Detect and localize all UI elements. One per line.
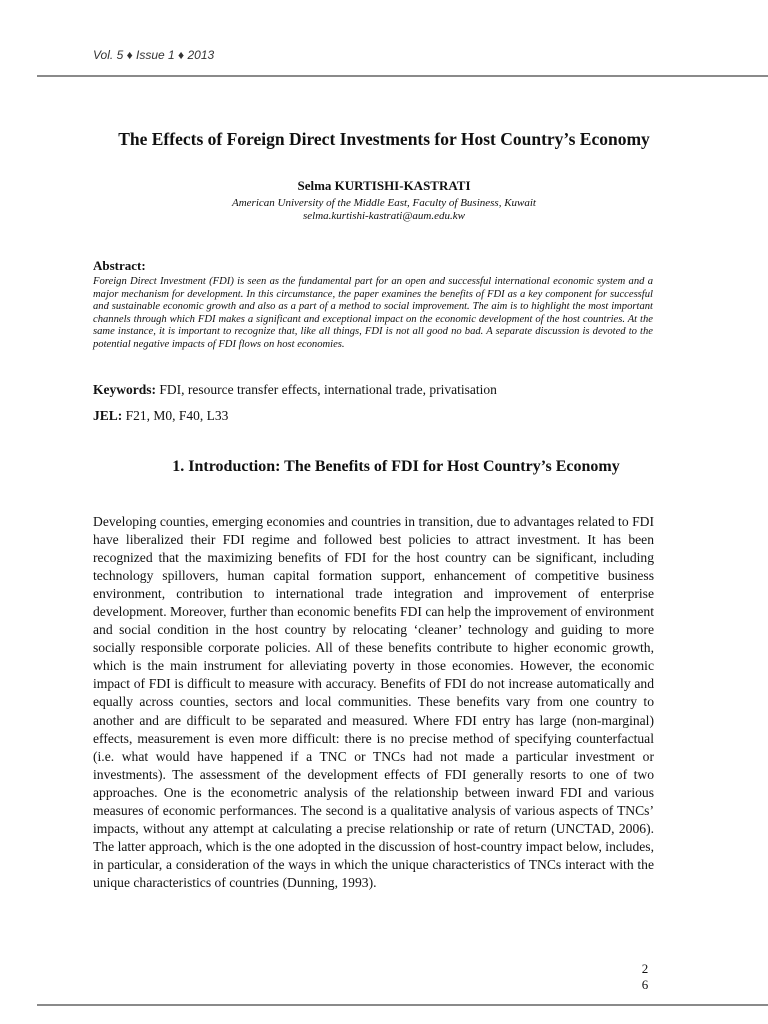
jel-line	[93, 408, 228, 424]
author-email: selma.kurtishi-kastrati@aum.edu.kw	[303, 210, 465, 222]
page-number-digit-1: 2	[641, 961, 649, 976]
keywords-label: Keywords:	[93, 382, 156, 397]
page-number	[638, 961, 652, 993]
jel-label: JEL:	[93, 408, 123, 423]
keywords-line	[93, 382, 497, 398]
jel-value: F21, M0, F40, L33	[125, 408, 229, 423]
footer-rule	[37, 1004, 768, 1006]
page-number-digit-2: 6	[641, 977, 649, 992]
section-body-text: Developing counties, emerging economies and countries in transition, due to advantages related to FDI have liberalized their FDI regime and followed best policies to attract investment. It has been recognized that the maximizing benefits of FDI for the host country can be significant, including technology spillovers, human capital formation support, enhancement of competitive business environment, contribution to international trade integration and improvement of enterprise development. Moreover, further than economic benefits FDI can help the improvement of environment and social condition in the host country by relocating ‘cleaner’ technology and guiding to more socially responsible corporate policies. All of these benefits contribute to higher economic growth, which is the main instrument for alleviating poverty in those economies. However, the economic impact of FDI is difficult to measure with accuracy. Benefits of FDI do not increase automatically and equally across counties, sectors and local communities. These benefits vary from one country to another and are difficult to be separated and measured. Where FDI entry has large (non-marginal) effects, measurement is even more difficult: there is no precise method of specifying counterfactual (i.e. what would have happened if a TNC or TNCs had not made a particular investment or investments). The assessment of the development effects of FDI generally resorts to one of two approaches. One is the econometric analysis of the relationship between inward FDI and various measures of economic performances. The second is a qualitative analysis of various aspects of TNCs’ impacts, without any attempt at calculating a precise relationship or rate of return (UNCTAD, 2006). The latter approach, which is the one adopted in the discussion of host-country impact below, includes, in particular, a consideration of the ways in which the unique characteristics of TNCs interact with the unique characteristics of countries (Dunning, 1993).	[93, 514, 654, 890]
author-affiliation-block	[0, 197, 768, 223]
header-rule	[37, 75, 768, 77]
journal-issue-line: Vol. 5 ♦ Issue 1 ♦ 2013	[93, 48, 215, 62]
affiliation: American University of the Middle East, Faculty of Business, Kuwait	[232, 197, 536, 209]
keywords-value: FDI, resource transfer effects, international trade, privatisation	[159, 382, 497, 397]
abstract-text: Foreign Direct Investment (FDI) is seen as the fundamental part for an open and successful international economic system and a major mechanism for development. In this circumstance, the paper examines the benefits of FDI as a key component for successful and sustainable economic growth and also as a part of a method to social improvement. The aim is to highlight the most important channels through which FDI makes a significant and exceptional impact on the economic development of the host countries. At the same instance, it is important to recognize that, like all things, FDI is not all good no bad. A separate discussion is devoted to the potential negative impacts of FDI flows on host economies.	[93, 276, 653, 350]
abstract-heading: Abstract:	[93, 258, 146, 273]
paper-title: The Effects of Foreign Direct Investments for Host Country’s Economy	[118, 129, 650, 149]
author-name: Selma KURTISHI-KASTRATI	[297, 178, 471, 193]
section-heading: 1. Introduction: The Benefits of FDI for Host Country’s Economy	[172, 458, 620, 475]
